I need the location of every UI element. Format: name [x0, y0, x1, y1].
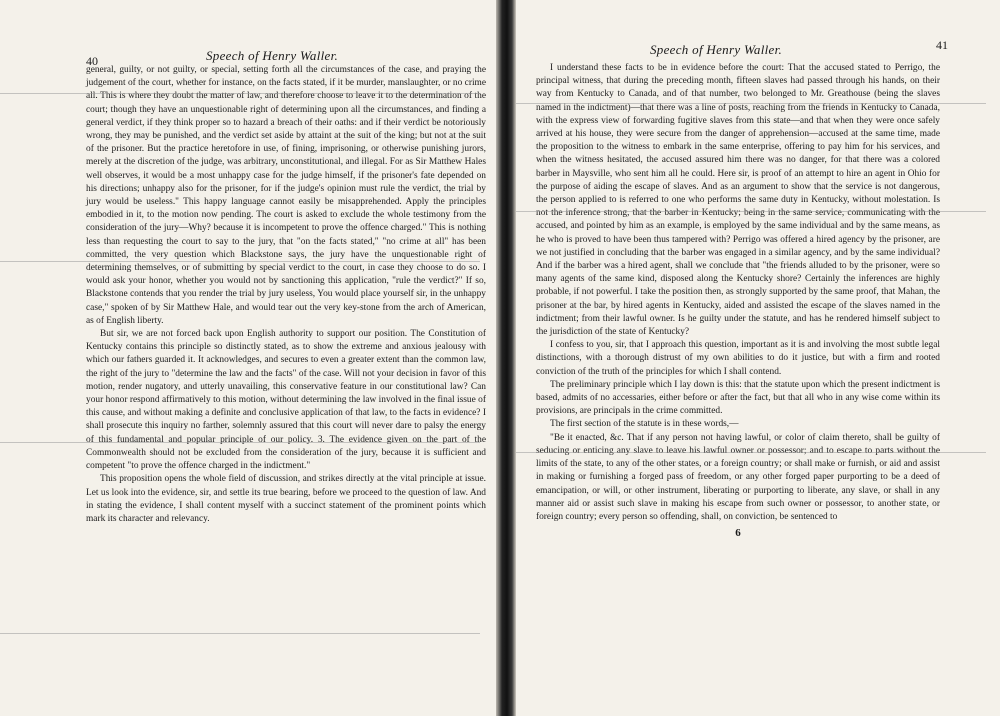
right-page-header — [536, 38, 948, 62]
page-number: 41 — [936, 38, 948, 52]
running-head: Speech of Henry Waller. — [206, 48, 339, 63]
scan-line — [0, 633, 480, 634]
paragraph: I understand these facts to be in evidence before the court: That the accused stated to Perrigo, the principal witness, that during the preceding month, fifteen slaves had passed through his hands, on their way from Kentucky to Canada, and of that number, two belonged to Mr. Greathouse (being the slaves named in the indictment)—that there was a line of posts, reaching from the friends in Kentucky to Canada, with the express view of forwarding fugitive slaves from this state—and that when they were once safely arrived at his house, they were secure from the danger of apprehension—accused at the same time, made the proposition to the witness to embark in the same enterprise, offering to pay him for his services, and when the witness hesitated, the accused assured him there was no danger, for that there was a colored barber in Maysville, who sent him all he could. Here sir, is proof of an attempt to hire an agent in Ohio for the purpose of aiding the escape of slaves. And as an argument to show that the service is not dangerous, the person applied to is referred to one who performs the same duty in Kentucky, without molestation. Is not the inference strong, that the barber in Kentucky; being in the same service, communicating with the accused, and pointed by him as an example, is employed by the same individual and by the same means, as he who is proved to have been thus tampered with? Perrigo was offered a hired agency by the prisoner, are we not justified in concluding that the barber was engaged in a similar agency, and by the same individual? And if the barber was a hired agent, shall we conclude that "the friends alluded to by the prisoner, were so many agents of the same kind, disposed along the Kentucky shore? Certainly the inferences are highly probable, if not powerful. I take the position then, as strongly supported by the same proof, that Mahan, the prisoner at the bar, by hired agents in Kentucky, aided and assisted the escape of the slaves named in the indictment; from their lawful owner. Is he guilty under the statute, and has he rendered himself subject to the jurisdiction of the state of Kentucky? — [536, 63, 940, 338]
running-head: Speech of Henry Waller. — [650, 42, 783, 57]
paragraph: The first section of the statute is in these words,— — [550, 419, 739, 430]
paragraph: But sir, we are not forced back upon English authority to support our position. The Constitution of Kentucky contains this principle so distinctly stated, as to show the extreme and anxious jealousy with which our fathers guarded it. It acknowledges, and secures to even a greater extent than the common law, the right of the jury to "determine the law and the facts" of the case. Will not your decision in favor of this motion, render nugatory, and utterly unavailing, this conservative feature in our constitutional law? Can your honor respond affirmatively to this motion, without determining the law involved in the final issue of this cause, and without making a definite and conclusive application of that law, to the facts in evidence? I shall prosecute this inquiry no farther, solemnly assured that this court will never dare to palsy the energy of this fundamental and popular principle of our policy. 3. The evidence given on the part of the Commonwealth should not be excluded from the consideration of the jury, because it is sufficient and competent "to prove the offence charged in the indictment." — [86, 329, 486, 472]
scan-line — [0, 442, 480, 443]
left-page-body — [86, 64, 486, 526]
scan-line — [0, 93, 480, 94]
left-page — [0, 0, 496, 716]
right-page — [516, 0, 1000, 716]
paragraph: This proposition opens the whole field of discussion, and strikes directly at the vital principle at issue. Let us look into the evidence, sir, and settle its true bearing, before we proceed to the question of law. And in stating the evidence, I shall content myself with a succinct statement of the prominent points which mark its character and relevancy. — [86, 474, 486, 524]
scan-line — [516, 103, 986, 104]
paragraph: The preliminary principle which I lay down is this: that the statute upon which the present indictment is based, admits of no accessaries, either before or after the fact, but that all who in any wise come within its provisions, are principals in the crime committed. — [536, 379, 940, 417]
scan-line — [516, 452, 986, 453]
page-number: 40 — [86, 54, 98, 68]
right-page-body — [536, 62, 940, 540]
book-gutter — [496, 0, 516, 716]
signature-mark: 6 — [735, 527, 741, 540]
paragraph: "Be it enacted, &c. That if any person not having lawful, or color of claim thereto, shall be guilty of seducing or enticing any slave to leave his lawful owner or possessor; and to escape to parts without the limits of the state, to any of the other states, or a foreign country; or shall make or furnish, or aid and assist in making or furnishing a forged pass of freedom, or any other forged paper purporting to be a deed of emancipation, or will, or other instrument, liberating or purporting to liberate, any slave, or shall in any manner aid or assist such slave in making his escape from such owner or possessor, to another state, or foreign country; every person so offending, shall, on conviction, be sentenced to — [536, 432, 940, 522]
paragraph: general, guilty, or not guilty, or special, setting forth all the circumstances of the case, and praying the judgement of the court, whether for instance, on the facts stated, if it be murder, manslaughter, or no crime all. This is where they doubt the matter of law, and therefore choose to leave it to the determination of the court; though they have an unquestionable right of determining upon all the circumstances, and finding a general verdict, if they think proper so to hazard a breach of their oaths: and if their verdict be notoriously wrong, they may be punished, and the verdict set aside by attaint at the suit of the king; but not at the suit of the prisoner. But the practice heretofore in use, of fining, imprisoning, or otherwise punishing jurors, merely at the discretion of the judge, was arbitrary, unconstitutional, and illegal. For as Sir Matthew Hales well observes, it would be a most unhappy case for the judge himself, if the prisoner's fate depended on his directions; unhappy also for the prisoner, for if the judge's opinion must rule the verdict, the trial by jury would be useless." This happy language cannot easily be misapprehended. Apply the principles embodied in it, to the motion now pending. The court is asked to exclude the whole testimony from the consideration of the jury—Why? because it is incompetent to prove the offence charged." This is nothing less than requesting the court to say to the jury, that "on the facts stated," "no crime at all" has been committed, the very question which Blackstone says, the jury have the unquestionable right of determining themselves, or of submitting by special verdict to the court, in case they choose to do so. I would ask your honor, whether you would not by sanctioning this application, "rule the verdict?" If so, Blackstone contends that you render the trial by jury useless, You would place yourself sir, in the unhappy case," spoken of by Sir Matthew Hale, and would tear out the very key-stone from the arch of American, as of English liberty. — [86, 65, 486, 326]
left-page-header — [86, 40, 486, 68]
scan-line — [0, 261, 480, 262]
scan-line — [516, 211, 986, 212]
paragraph: I confess to you, sir, that I approach this question, important as it is and involving the most subtle legal distinctions, with a thorough distrust of my own abilities to do it justice, but with a firm and rooted conviction of the truth of the principles for which I shall contend. — [536, 340, 940, 377]
